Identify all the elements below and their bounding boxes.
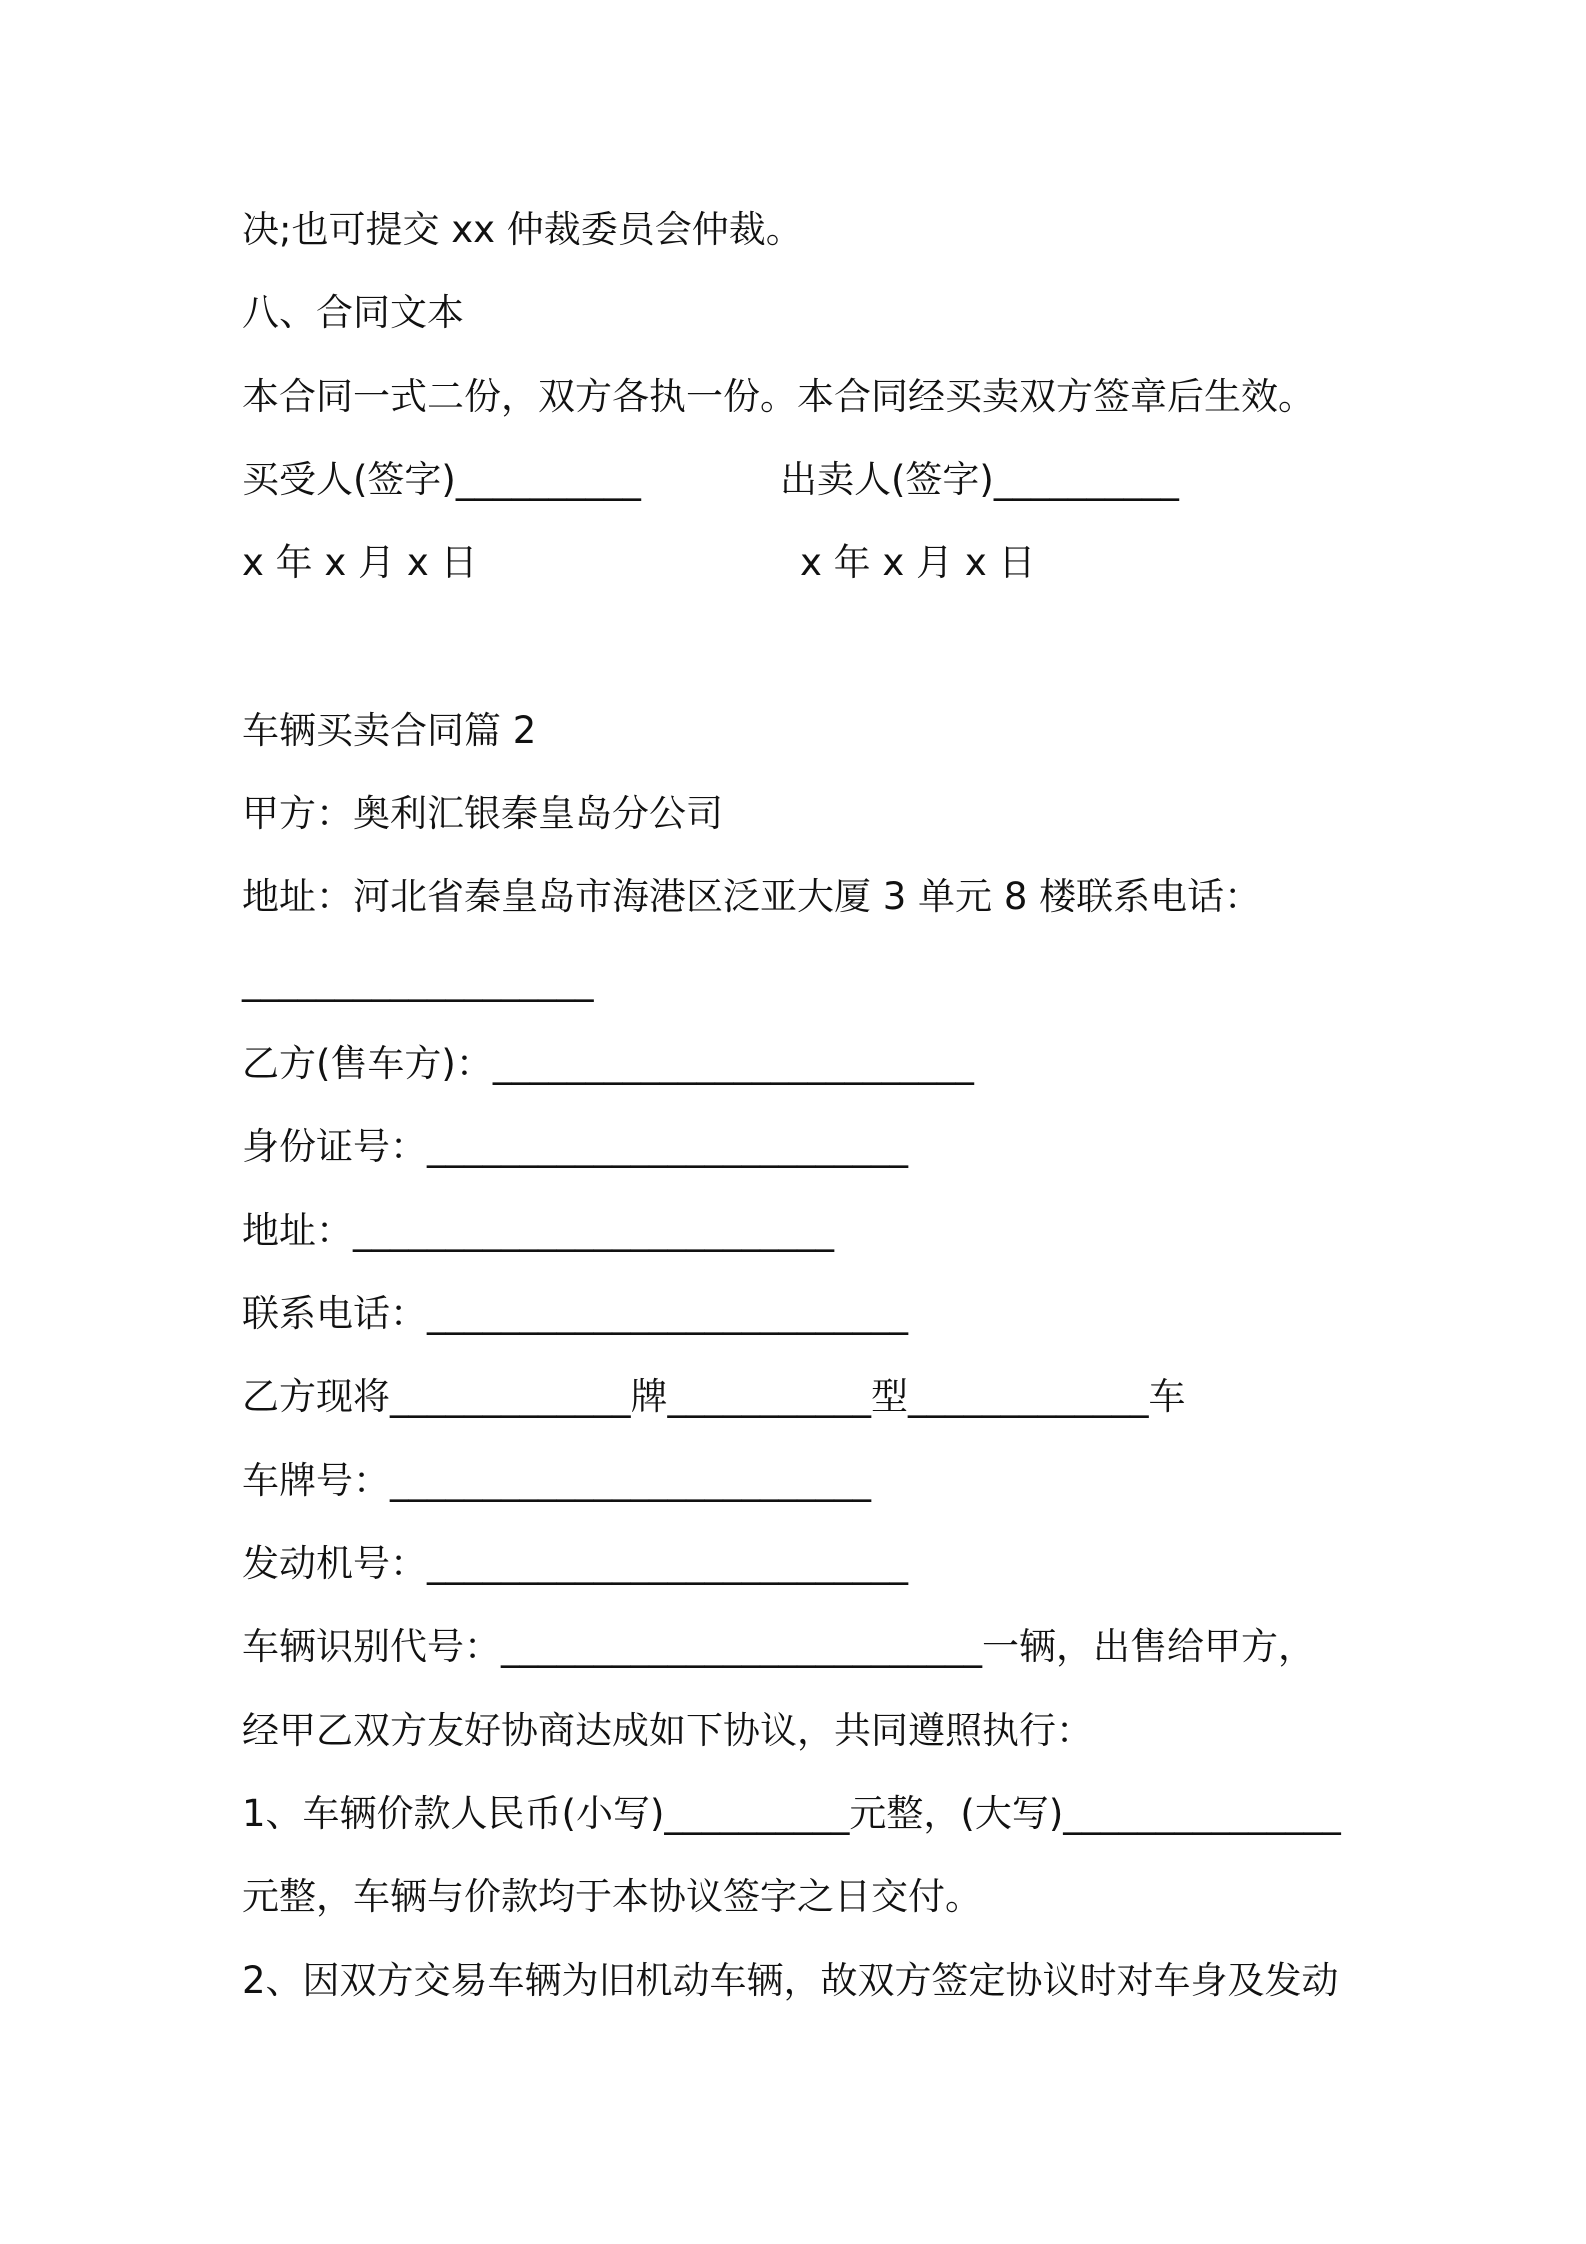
clause-1-line: 1、车辆价款人民币(小写)__________元整，(大写)_______________ — [242, 1792, 1341, 1835]
buyer-signature-line: 买受人(签字)__________ — [242, 458, 641, 501]
party-b-phone-line: 联系电话：__________________________ — [242, 1292, 908, 1335]
text-line-copies: 本合同一式二份，双方各执一份。本合同经买卖双方签章后生效。 — [242, 375, 1315, 418]
section-heading-contract-text: 八、合同文本 — [242, 291, 464, 334]
vehicle-brand-model-line: 乙方现将_____________牌___________型_____________车 — [242, 1375, 1186, 1418]
party-a-address-line: 地址：河北省秦皇岛市海港区泛亚大厦 3 单元 8 楼联系电话： — [242, 875, 1262, 918]
buyer-date-line: x 年 x 月 x 日 — [242, 541, 478, 584]
text-line-arbitration: 决;也可提交 xx 仲裁委员会仲裁。 — [242, 208, 803, 251]
clause-1-continued-line: 元整，车辆与价款均于本协议签字之日交付。 — [242, 1875, 982, 1918]
party-a-line: 甲方：奥利汇银秦皇岛分公司 — [242, 792, 723, 835]
plate-number-line: 车牌号：__________________________ — [242, 1459, 871, 1502]
seller-date-line: x 年 x 月 x 日 — [800, 541, 1036, 584]
phone-blank-line: ___________________ — [242, 959, 594, 1002]
party-b-line: 乙方(售车方)：__________________________ — [242, 1042, 974, 1085]
clause-2-line: 2、因双方交易车辆为旧机动车辆，故双方签定协议时对车身及发动 — [242, 1959, 1339, 2002]
party-b-address-line: 地址：__________________________ — [242, 1209, 834, 1252]
seller-signature-line: 出卖人(签字)__________ — [780, 458, 1179, 501]
contract-title-part2: 车辆买卖合同篇 2 — [242, 709, 537, 752]
agreement-intro-line: 经甲乙双方友好协商达成如下协议，共同遵照执行： — [242, 1709, 1093, 1752]
id-number-line: 身份证号：__________________________ — [242, 1125, 908, 1168]
engine-number-line: 发动机号：__________________________ — [242, 1542, 908, 1585]
vin-line: 车辆识别代号：__________________________一辆，出售给甲方， — [242, 1625, 1315, 1668]
